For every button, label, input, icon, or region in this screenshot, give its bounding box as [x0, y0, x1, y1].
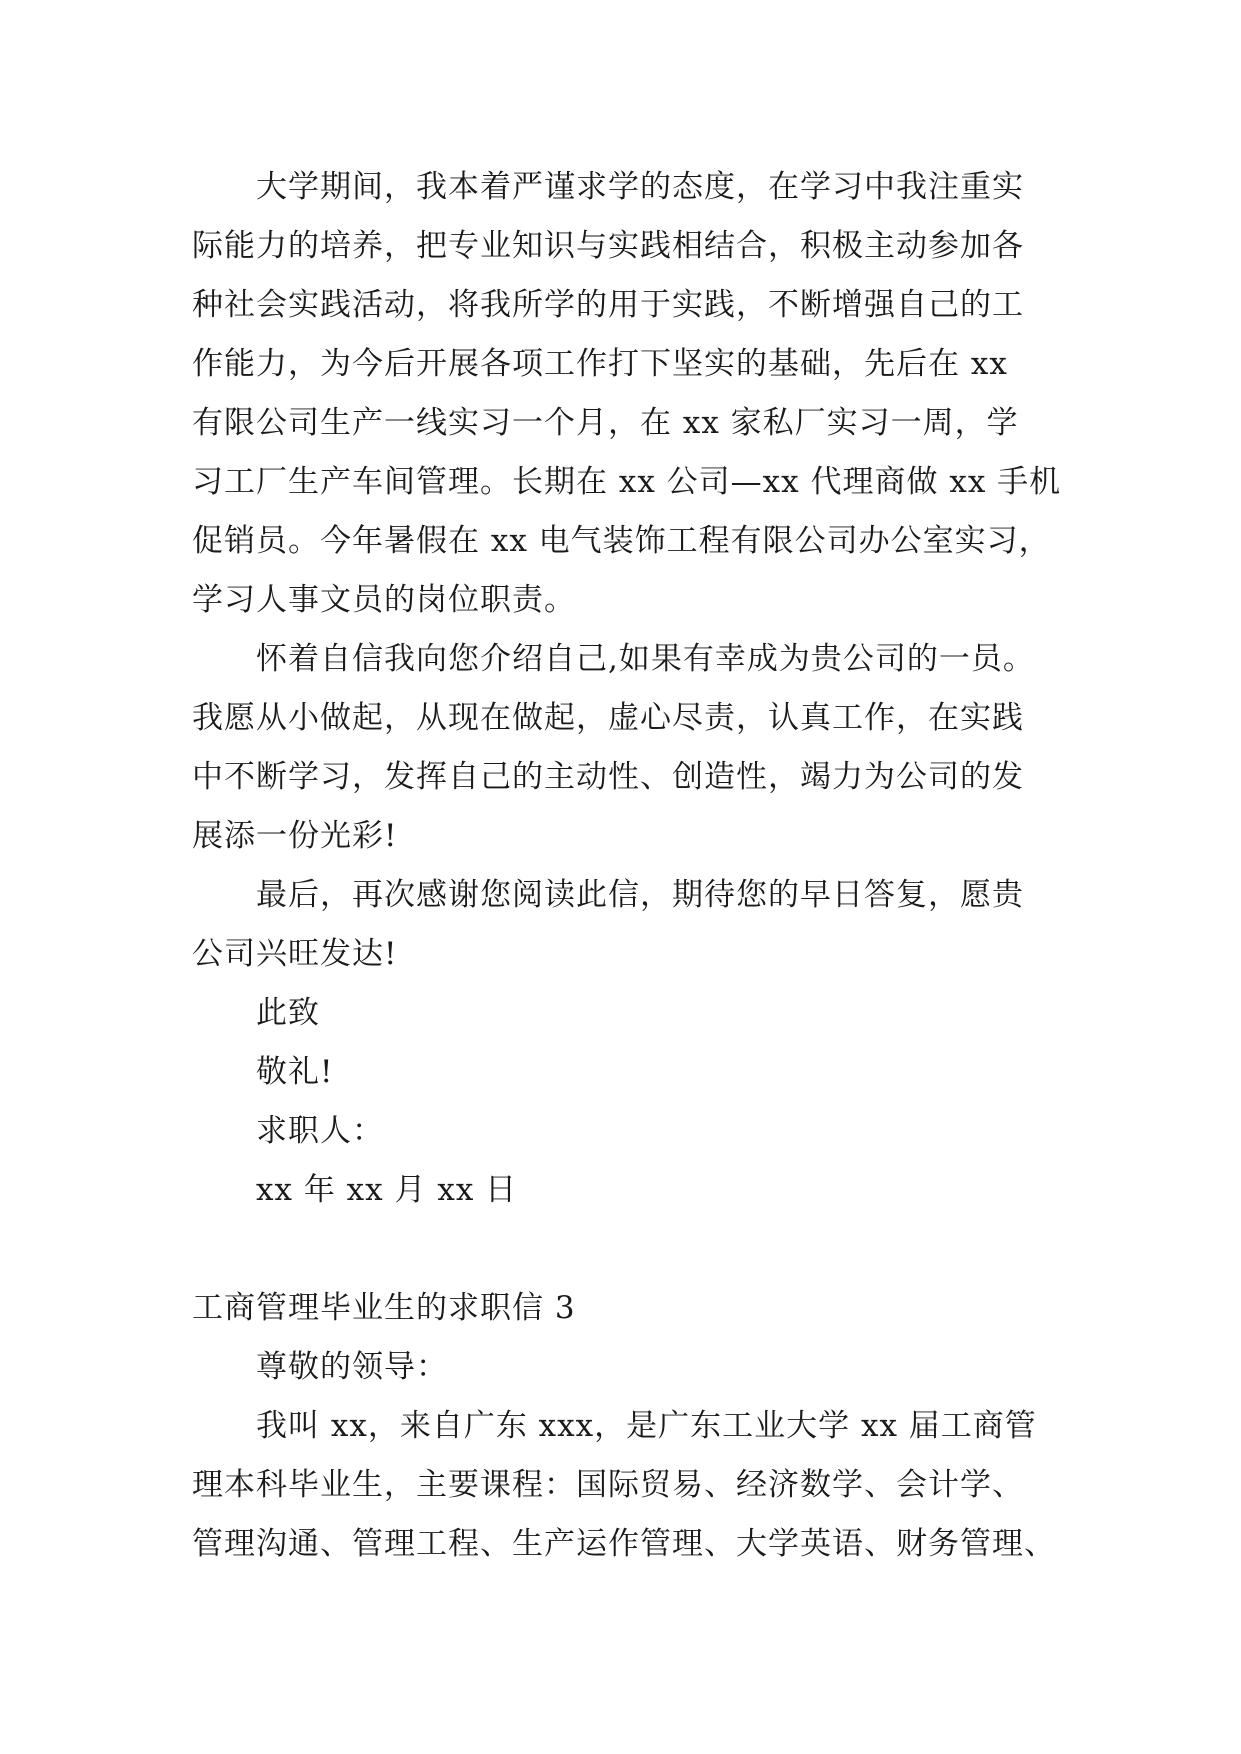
paragraph-line: 中不断学习，发挥自己的主动性、创造性，竭力为公司的发: [192, 759, 1024, 795]
paragraph-line: 学习人事文员的岗位职责。: [192, 582, 576, 618]
paragraph-line: 展添一份光彩!: [192, 818, 398, 854]
section-gap: [192, 1220, 1062, 1279]
paragraph-line: 公司兴旺发达!: [192, 936, 398, 972]
paragraph-line: 际能力的培养，把专业知识与实践相结合，积极主动参加各: [192, 228, 1024, 264]
closing-regards: 敬礼!: [256, 1054, 334, 1090]
paragraph-line: 怀着自信我向您介绍自己,如果有幸成为贵公司的一员。: [256, 641, 1035, 677]
letter-date: xx 年 xx 月 xx 日: [256, 1172, 518, 1208]
paragraph-line: 管理沟通、管理工程、生产运作管理、大学英语、财务管理、: [192, 1526, 1056, 1562]
paragraph-line: 习工厂生产车间管理。长期在 xx 公司—xx 代理商做 xx 手机: [192, 464, 1062, 500]
paragraph-line: 理本科毕业生，主要课程：国际贸易、经济数学、会计学、: [192, 1467, 1024, 1503]
paragraph-line: 促销员。今年暑假在 xx 电气装饰工程有限公司办公室实习，: [192, 523, 1051, 559]
signature-label: 求职人：: [256, 1113, 384, 1149]
paragraph-line: 最后，再次感谢您阅读此信，期待您的早日答复，愿贵: [256, 877, 1024, 913]
paragraph-line: 作能力，为今后开展各项工作打下坚实的基础，先后在 xx: [192, 346, 1008, 382]
paragraph-line: 种社会实践活动，将我所学的用于实践，不断增强自己的工: [192, 287, 1024, 323]
paragraph-line: 有限公司生产一线实习一个月，在 xx 家私厂实习一周，学: [192, 405, 1019, 441]
paragraph-line: 我叫 xx，来自广东 xxx，是广东工业大学 xx 届工商管: [256, 1408, 1037, 1444]
greeting: 尊敬的领导：: [256, 1349, 448, 1385]
closing-salutation: 此致: [256, 995, 320, 1031]
document-page: [192, 158, 1062, 1574]
paragraph-line: 大学期间，我本着严谨求学的态度，在学习中我注重实: [256, 169, 1024, 205]
section-heading: 工商管理毕业生的求职信 3: [192, 1290, 576, 1326]
paragraph-line: 我愿从小做起，从现在做起，虚心尽责，认真工作，在实践: [192, 700, 1024, 736]
